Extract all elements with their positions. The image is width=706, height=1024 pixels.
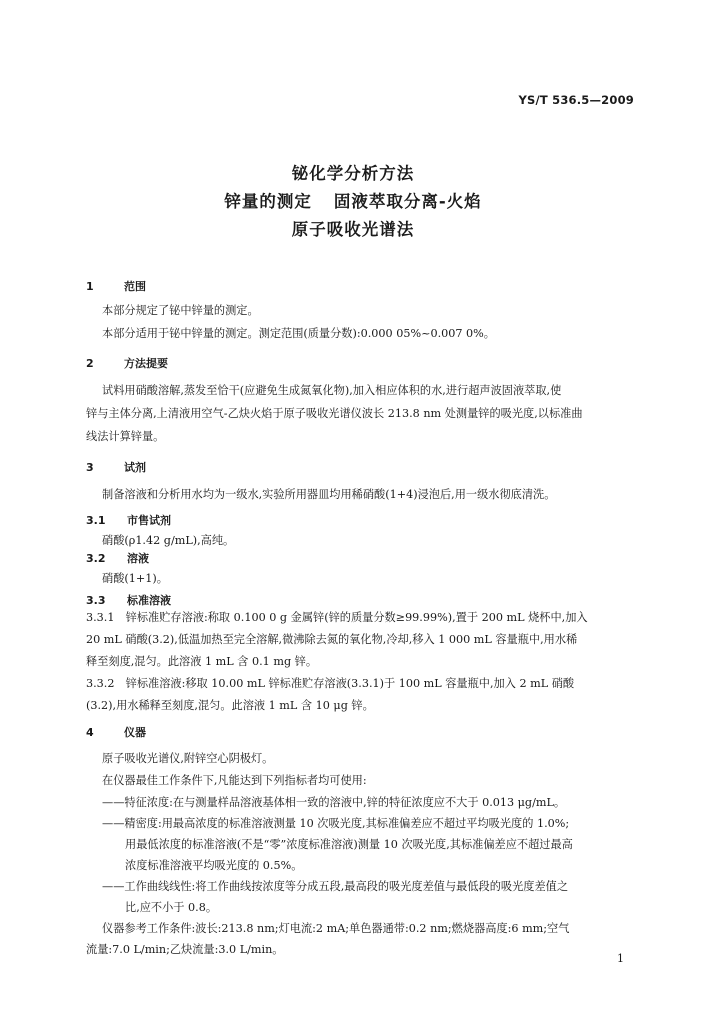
section-3-1-text: 硝酸(ρ1.42 g/mL),高纯。 <box>102 534 235 547</box>
section-4-bullet1: ——特征浓度:在与测量样品溶液基体相一致的溶液中,锌的特征浓度应不大于 0.013 μg/mL。 <box>102 796 566 809</box>
section-4-bullet2-line1: ——精密度:用最高浓度的标准溶液测量 10 次吸光度,其标准偏差应不超过平均吸光度的 1.0%; <box>102 817 570 830</box>
section-3-3-2-line1: 3.3.2 锌标准溶液:移取 10.00 mL 锌标准贮存溶液(3.3.1)于 100 mL 容量瓶中,加入 2 mL 硝酸 <box>86 677 575 690</box>
section-3-3-1-line1: 3.3.1 锌标准贮存溶液:称取 0.100 0 g 金属锌(锌的质量分数≥99.99%),置于 200 mL 烧杯中,加入 <box>86 611 588 624</box>
section-3-1-heading <box>86 512 171 528</box>
doc-title-line1: 铋化学分析方法 <box>291 164 415 183</box>
section-3-title: 试剂 <box>124 461 146 474</box>
doc-title-line2-part2: 固液萃取分离-火焰 <box>333 192 482 211</box>
section-1-para2: 本部分适用于铋中锌量的测定。测定范围(质量分数):0.000 05%~0.007 0%。 <box>102 327 495 340</box>
section-1-number: 1 <box>86 280 94 293</box>
doc-title-line2 <box>0 188 706 212</box>
section-3-2-title: 溶液 <box>127 552 149 565</box>
section-4-bullet3-line1: ——工作曲线线性:将工作曲线按浓度等分成五段,最高段的吸光度差值与最低段的吸光度差值之 <box>102 880 569 893</box>
section-3-1-title: 市售试剂 <box>127 514 171 527</box>
section-4-para2: 在仪器最佳工作条件下,凡能达到下列指标者均可使用: <box>102 774 367 787</box>
standard-number: YS/T 536.5—2009 <box>518 93 634 107</box>
section-4-number: 4 <box>86 726 94 739</box>
section-4-bullet3-line2: 比,应不小于 0.8。 <box>125 901 218 914</box>
section-2-heading <box>86 355 168 371</box>
section-3-3-number: 3.3 <box>86 594 106 607</box>
section-2-title: 方法提要 <box>124 357 168 370</box>
section-4-bullet2-line2: 用最低浓度的标准溶液(不是“零”浓度标准溶液)测量 10 次吸光度,其标准偏差应不超过最高 <box>125 838 573 851</box>
section-3-heading <box>86 459 146 475</box>
section-4-bullet2-line3: 浓度标准溶液平均吸光度的 0.5%。 <box>125 859 303 872</box>
section-3-number: 3 <box>86 461 94 474</box>
section-3-1-number: 3.1 <box>86 514 106 527</box>
section-1-title: 范围 <box>124 280 146 293</box>
section-3-3-2-line2: (3.2),用水稀释至刻度,混匀。此溶液 1 mL 含 10 μg 锌。 <box>86 699 374 712</box>
section-3-3-title: 标准溶液 <box>127 594 171 607</box>
section-3-2-heading <box>86 550 149 566</box>
section-1-heading <box>86 278 146 294</box>
section-4-heading <box>86 724 146 740</box>
section-3-2-number: 3.2 <box>86 552 106 565</box>
doc-title-line2-part1: 锌量的测定 <box>224 192 312 211</box>
section-3-3-1-line3: 释至刻度,混匀。此溶液 1 mL 含 0.1 mg 锌。 <box>86 655 318 668</box>
section-3-3-heading <box>86 592 171 608</box>
section-4-para3-line2: 流量:7.0 L/min;乙炔流量:3.0 L/min。 <box>86 943 284 956</box>
section-4-title: 仪器 <box>124 726 146 739</box>
section-4-para1: 原子吸收光谱仪,附锌空心阴极灯。 <box>102 752 274 765</box>
section-2-number: 2 <box>86 357 94 370</box>
section-2-line2: 锌与主体分离,上清液用空气-乙炔火焰于原子吸收光谱仪波长 213.8 nm 处测量锌的吸光度,以标准曲 <box>86 407 583 420</box>
section-1-para1: 本部分规定了铋中锌量的测定。 <box>102 304 259 317</box>
section-3-intro: 制备溶液和分析用水均为一级水,实验所用器皿均用稀硝酸(1+4)浸泡后,用一级水彻底清洗。 <box>102 488 556 501</box>
section-2-line1: 试料用硝酸溶解,蒸发至恰干(应避免生成氮氧化物),加入相应体积的水,进行超声波固液萃取,使 <box>102 384 562 397</box>
page-number: 1 <box>617 952 624 965</box>
section-4-para3-line1: 仪器参考工作条件:波长:213.8 nm;灯电流:2 mA;单色器通带:0.2 nm;燃烧器高度:6 mm;空气 <box>102 922 570 935</box>
section-3-3-1-line2: 20 mL 硝酸(3.2),低温加热至完全溶解,微沸除去氮的氧化物,冷却,移入 1 000 mL 容量瓶中,用水稀 <box>86 633 578 646</box>
section-3-2-text: 硝酸(1+1)。 <box>102 572 168 585</box>
doc-title-line3: 原子吸收光谱法 <box>291 220 415 239</box>
section-2-line3: 线法计算锌量。 <box>86 430 165 443</box>
